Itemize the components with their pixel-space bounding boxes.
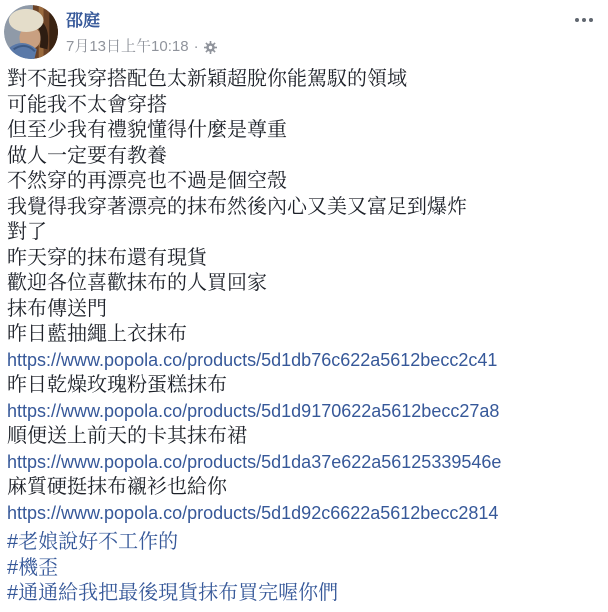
- post-body: [7, 67, 603, 607]
- post-meta: [66, 38, 217, 56]
- avatar[interactable]: [4, 5, 58, 59]
- post-line: 昨天穿的抹布還有現貨: [7, 246, 207, 269]
- post-line: 麻質硬挺抹布襯衫也給你: [7, 476, 227, 498]
- avatar-photo: [4, 5, 58, 59]
- post-line: 不然穿的再漂亮也不過是個空殼: [7, 170, 287, 192]
- dot: [582, 18, 586, 22]
- product-link-1[interactable]: https://www.popola.co/products/5d1db76c622a5612becc2c41: [7, 349, 498, 370]
- post-line: 對不起我穿搭配色太新穎超脫你能駕馭的領域: [7, 68, 407, 90]
- hashtag-link[interactable]: #通通給我把最後現貨抹布買完喔你們: [7, 582, 339, 604]
- product-link-2[interactable]: https://www.popola.co/products/5d1d9170622a5612becc27a8: [7, 400, 500, 421]
- post-line: 做人一定要有教養: [7, 144, 167, 167]
- author-name[interactable]: 邵庭: [66, 11, 100, 30]
- post-line: 抹布傳送門: [7, 297, 107, 320]
- post-line: 昨日乾燥玫瑰粉蛋糕抹布: [7, 374, 227, 396]
- post-line: 歡迎各位喜歡抹布的人買回家: [7, 272, 267, 294]
- hashtag-link[interactable]: #機歪: [7, 556, 59, 579]
- timestamp[interactable]: 7月13日上午10:18: [66, 38, 189, 55]
- meta-separator: ·: [193, 38, 199, 55]
- post-line: 對了: [7, 221, 47, 243]
- post-line: 但至少我有禮貌懂得什麼是尊重: [7, 119, 287, 141]
- product-link-4[interactable]: https://www.popola.co/products/5d1d92c6622a5612becc2814: [7, 502, 499, 523]
- gear-icon: [204, 41, 217, 54]
- post-line: 昨日藍抽繩上衣抹布: [7, 323, 187, 345]
- dot: [589, 18, 593, 22]
- post-line: 可能我不太會穿搭: [7, 93, 167, 116]
- post-line: 我覺得我穿著漂亮的抹布然後內心又美又富足到爆炸: [7, 195, 467, 218]
- post-options-ellipsis-icon[interactable]: [573, 13, 595, 27]
- post-line: 順便送上前天的卡其抹布裙: [7, 425, 247, 447]
- hashtag-block: [7, 530, 603, 607]
- hashtag-link[interactable]: #老娘說好不工作的: [7, 531, 179, 553]
- product-link-3[interactable]: https://www.popola.co/products/5d1da37e622a56125339546e: [7, 451, 502, 472]
- dot: [575, 18, 579, 22]
